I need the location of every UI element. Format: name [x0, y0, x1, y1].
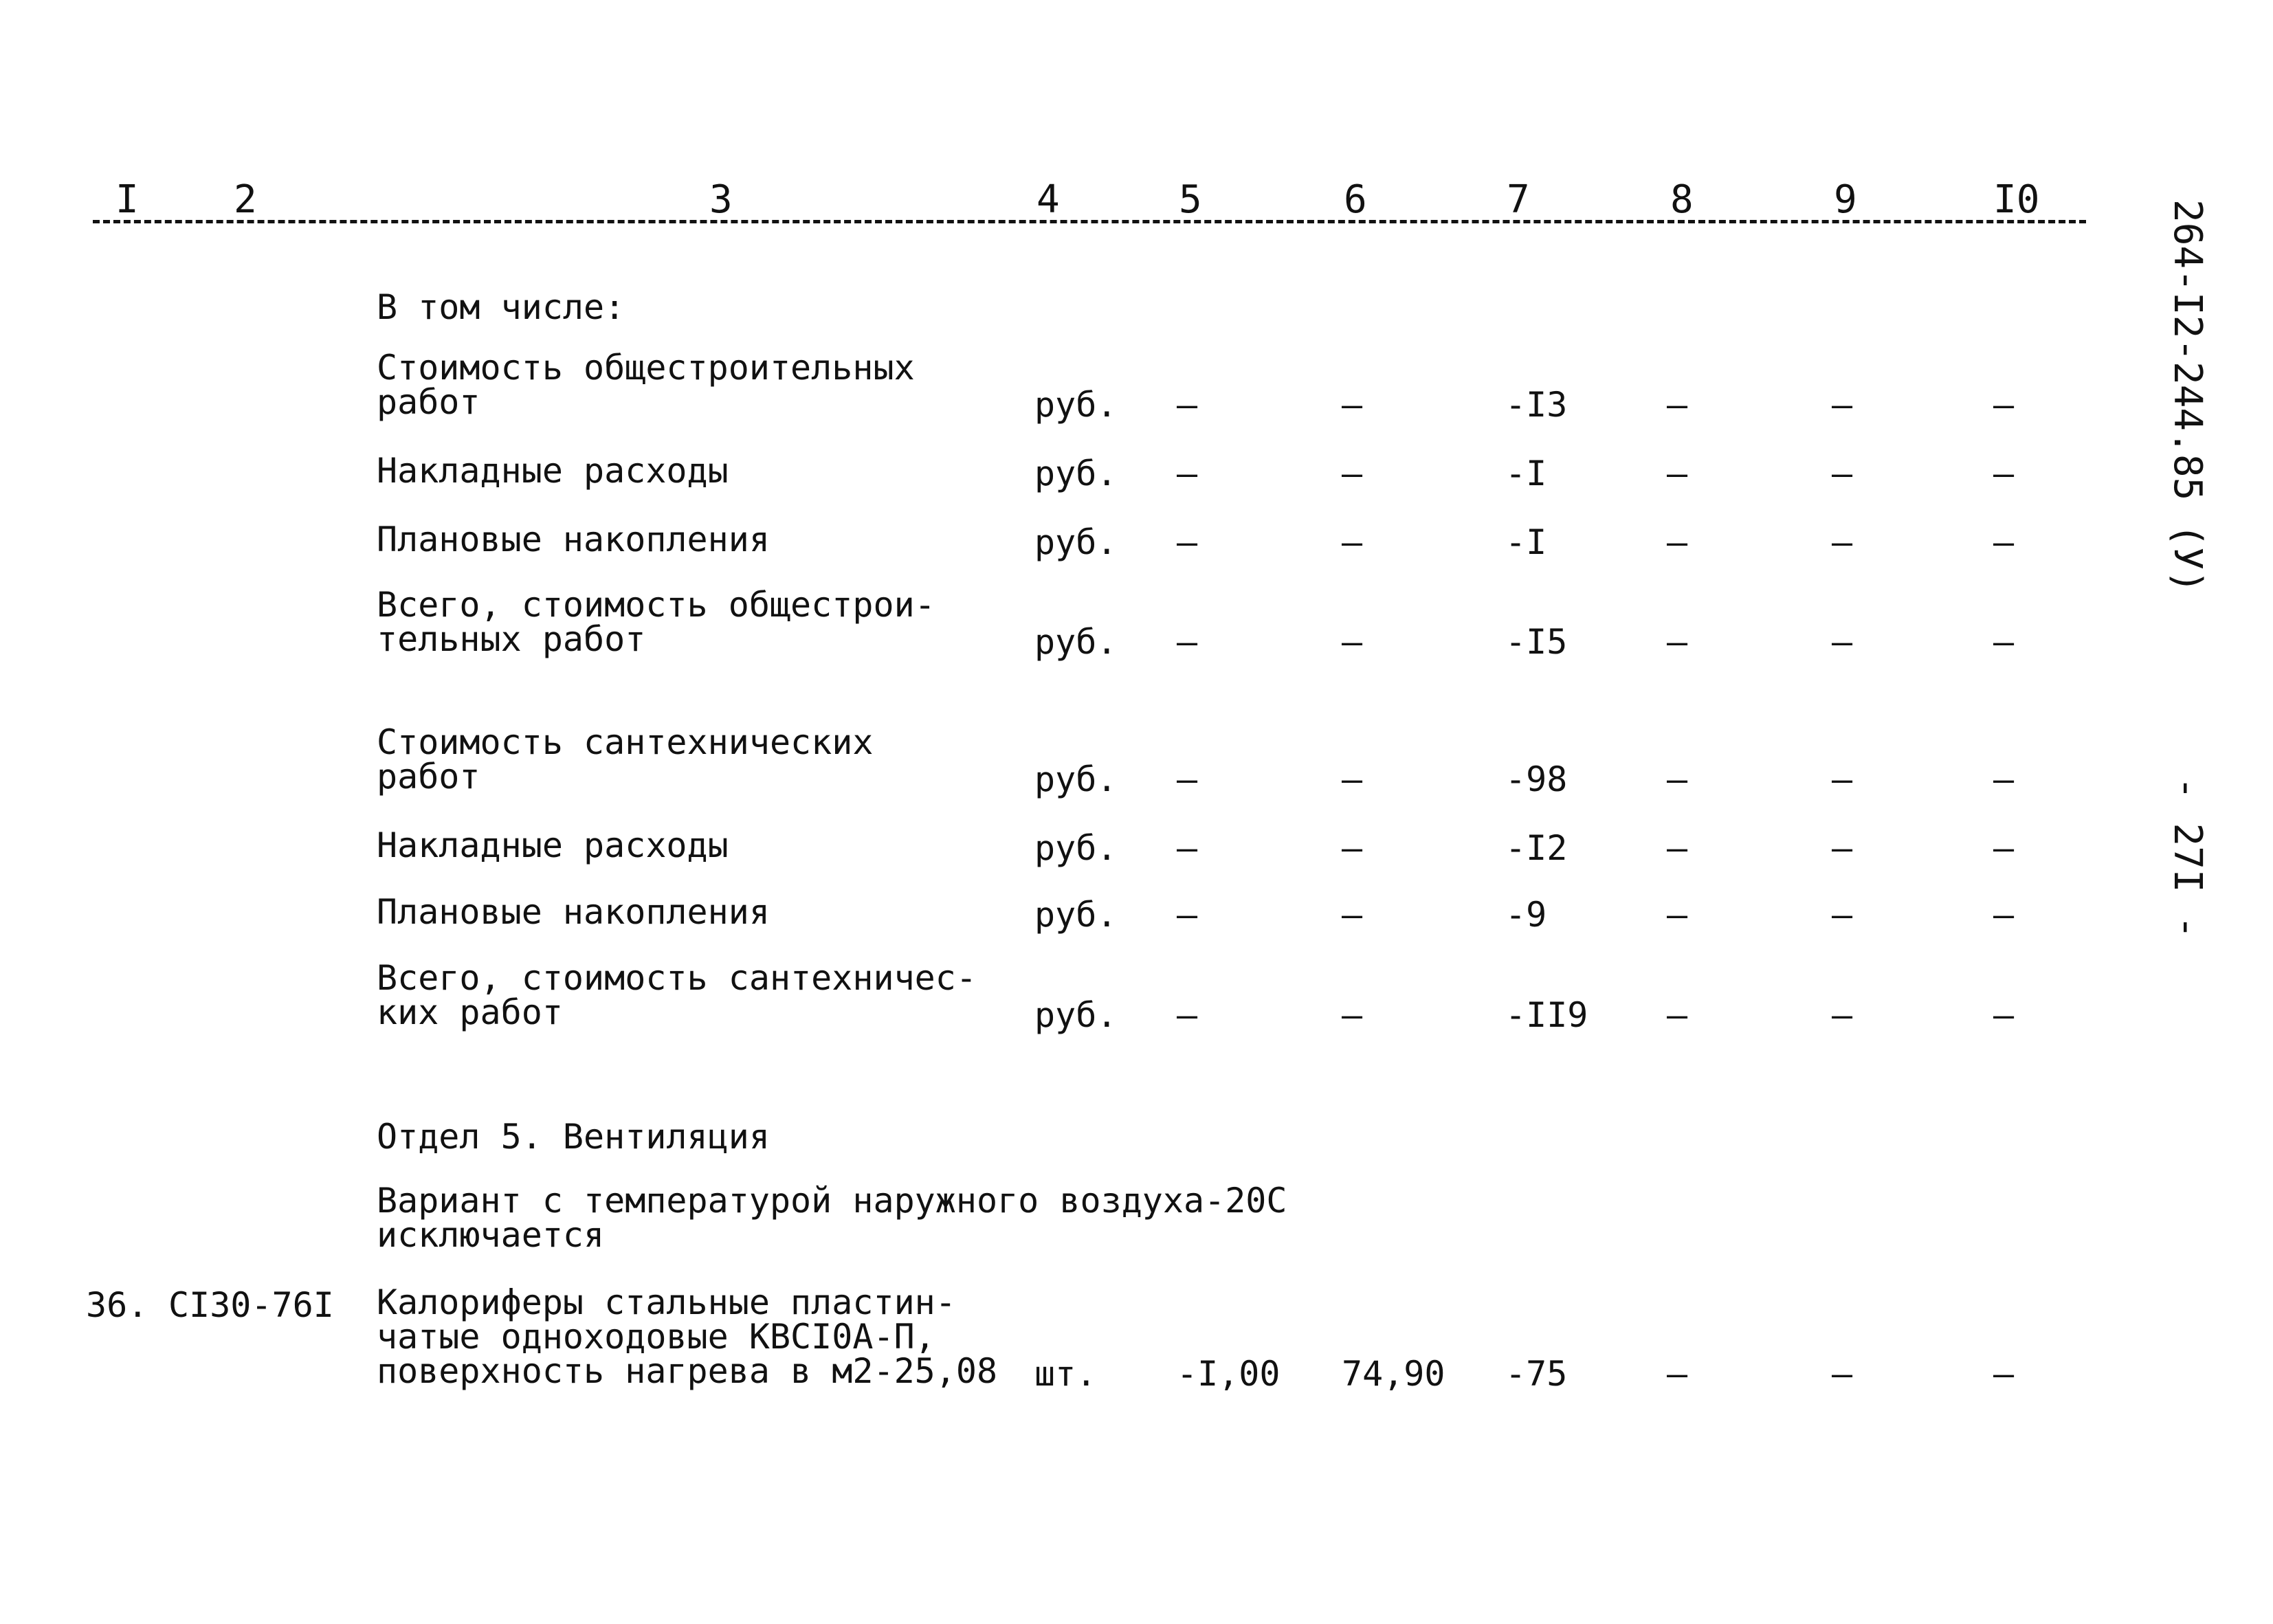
col10-cell: –	[1993, 1354, 2015, 1394]
row-description-line: ких работ	[377, 992, 563, 1032]
row-description	[377, 958, 977, 1032]
col5-cell: –	[1177, 385, 1198, 425]
column-header-6: 6	[1344, 177, 1367, 222]
item-description-line: Калориферы стальные пластин-	[377, 1282, 956, 1322]
col10-cell: –	[1993, 454, 2015, 493]
col5-cell: –	[1177, 995, 1198, 1035]
row-description	[377, 522, 770, 557]
col10-cell: –	[1993, 895, 2015, 935]
col8-cell: –	[1667, 454, 1688, 493]
intro-label: В том числе:	[377, 287, 625, 327]
col7-cell: -75	[1505, 1354, 1568, 1394]
col10-cell: –	[1993, 828, 2015, 868]
column-header-7: 7	[1507, 177, 1530, 222]
variant-note-line: Вариант с температурой наружного воздуха-20С	[377, 1181, 1287, 1221]
section-title: Отдел 5. Вентиляция	[377, 1117, 770, 1157]
column-header-4: 4	[1036, 177, 1060, 222]
col6-cell: –	[1342, 828, 1363, 868]
unit-cell: шт.	[1034, 1354, 1097, 1394]
row-description	[377, 585, 935, 659]
unit-cell: руб.	[1034, 759, 1118, 799]
item-code: СI30-76I	[168, 1285, 334, 1325]
unit-cell: руб.	[1034, 522, 1118, 562]
col9-cell: –	[1832, 454, 1853, 493]
col6-cell: –	[1342, 385, 1363, 425]
col8-cell: –	[1667, 1354, 1688, 1394]
row-description-line: Всего, стоимость сантехничес-	[377, 958, 977, 998]
row-description-line: работ	[377, 757, 480, 797]
column-header-10: I0	[1993, 177, 2040, 222]
col5-cell: –	[1177, 759, 1198, 799]
col10-cell: –	[1993, 759, 2015, 799]
col8-cell: –	[1667, 622, 1688, 662]
column-header-1: I	[115, 177, 139, 222]
col6-cell: –	[1342, 995, 1363, 1035]
col9-cell: –	[1832, 385, 1853, 425]
col7-cell: -9	[1505, 895, 1547, 935]
col10-cell: –	[1993, 995, 2015, 1035]
col9-cell: –	[1832, 828, 1853, 868]
row-description-line: Плановые накопления	[377, 892, 770, 932]
row-description	[377, 348, 915, 422]
row-description-line: Всего, стоимость общестрои-	[377, 585, 935, 625]
item-description-line: поверхность нагрева в м2-25,08	[377, 1351, 998, 1391]
item-description	[377, 1282, 998, 1391]
col6-cell: –	[1342, 895, 1363, 935]
col10-cell: –	[1993, 622, 2015, 662]
col7-cell: -I	[1505, 522, 1547, 562]
column-header-2: 2	[234, 177, 257, 222]
col10-cell: –	[1993, 385, 2015, 425]
row-description-line: Накладные расходы	[377, 825, 729, 865]
unit-cell: руб.	[1034, 895, 1118, 935]
column-header-5: 5	[1179, 177, 1202, 222]
col6-cell: –	[1342, 759, 1363, 799]
col7-cell: -I2	[1505, 828, 1568, 868]
col9-cell: –	[1832, 759, 1853, 799]
row-description-line: Плановые накопления	[377, 520, 770, 559]
col5-cell: –	[1177, 895, 1198, 935]
document-code: 264-I2-244.85 (У)	[2165, 199, 2210, 594]
col5-cell: –	[1177, 622, 1198, 662]
col7-cell: -II9	[1505, 995, 1588, 1035]
col8-cell: –	[1667, 385, 1688, 425]
row-description-line: работ	[377, 382, 480, 422]
row-description-line: Накладные расходы	[377, 451, 729, 491]
row-description-line: Стоимость общестроительных	[377, 348, 915, 388]
col9-cell: –	[1832, 522, 1853, 562]
item-description-line: чатые одноходовые КВСI0А-П,	[377, 1317, 935, 1357]
col8-cell: –	[1667, 895, 1688, 935]
col8-cell: –	[1667, 828, 1688, 868]
col7-cell: -I5	[1505, 622, 1568, 662]
col5-cell: –	[1177, 454, 1198, 493]
col7-cell: -I	[1505, 454, 1547, 493]
row-description-line: Стоимость сантехнических	[377, 722, 874, 762]
col9-cell: –	[1832, 1354, 1853, 1394]
unit-cell: руб.	[1034, 995, 1118, 1035]
unit-cell: руб.	[1034, 828, 1118, 868]
col5-cell: –	[1177, 522, 1198, 562]
unit-cell: руб.	[1034, 454, 1118, 493]
col5-cell: -I,00	[1177, 1354, 1280, 1394]
variant-note	[377, 1181, 1287, 1255]
variant-note-line: исключается	[377, 1215, 605, 1255]
col6-cell: –	[1342, 454, 1363, 493]
item-number: 36.	[86, 1285, 148, 1325]
col8-cell: –	[1667, 759, 1688, 799]
col6-cell: 74,90	[1342, 1354, 1445, 1394]
col9-cell: –	[1832, 995, 1853, 1035]
col8-cell: –	[1667, 522, 1688, 562]
page-number: - 27I -	[2165, 777, 2210, 939]
col7-cell: -I3	[1505, 385, 1568, 425]
header-divider	[93, 220, 2086, 223]
col6-cell: –	[1342, 522, 1363, 562]
col9-cell: –	[1832, 895, 1853, 935]
col7-cell: -98	[1505, 759, 1568, 799]
col9-cell: –	[1832, 622, 1853, 662]
row-description	[377, 451, 729, 491]
unit-cell: руб.	[1034, 622, 1118, 662]
row-description	[377, 722, 874, 797]
column-header-8: 8	[1670, 177, 1694, 222]
column-header-3: 3	[709, 177, 733, 222]
row-description	[377, 825, 729, 865]
unit-cell: руб.	[1034, 385, 1118, 425]
col5-cell: –	[1177, 828, 1198, 868]
col8-cell: –	[1667, 995, 1688, 1035]
row-description-line: тельных работ	[377, 619, 646, 659]
column-header-9: 9	[1834, 177, 1857, 222]
row-description	[377, 892, 770, 932]
col10-cell: –	[1993, 522, 2015, 562]
col6-cell: –	[1342, 622, 1363, 662]
